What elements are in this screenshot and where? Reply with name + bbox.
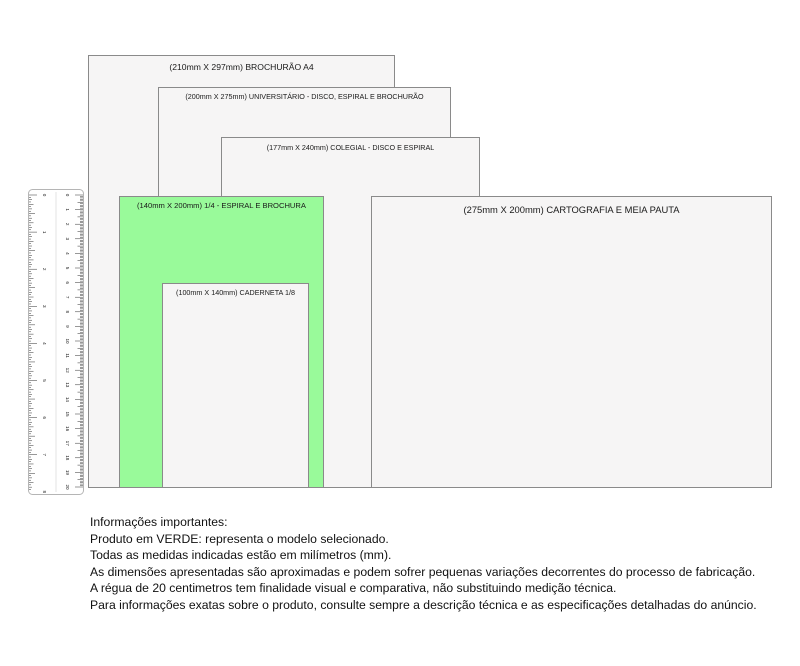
notes-block [90, 514, 790, 614]
sheet-colegial-label: (177mm X 240mm) COLEGIAL - DISCO E ESPIRAL [266, 143, 435, 152]
ruler-cm-label: 1 [65, 208, 70, 211]
ruler-cm-label: 20 [65, 484, 70, 490]
sheet-caderneta [162, 283, 309, 488]
sheet-a4-label: (210mm X 297mm) BROCHURÃO A4 [169, 62, 314, 72]
sheet-universitario-label: (200mm X 275mm) UNIVERSITÁRIO - DISCO, ESPIRAL E BROCHURÃO [185, 92, 424, 101]
ruler-inch-label: 6 [42, 416, 47, 419]
ruler-cm-label: 12 [65, 367, 70, 373]
ruler-cm-label: 9 [65, 325, 70, 328]
sheet-caderneta-label: (100mm X 140mm) CADERNETA 1/8 [176, 288, 295, 297]
ruler [28, 189, 84, 495]
ruler-cm-label: 2 [65, 222, 70, 226]
ruler-inch-label: 0 [42, 193, 47, 197]
sheet-cartografia-label: (275mm X 200mm) CARTOGRAFIA E MEIA PAUTA [463, 204, 680, 215]
ruler-cm-label: 10 [65, 338, 70, 344]
ruler-cm-label: 5 [65, 266, 70, 270]
ruler-inch-label: 3 [42, 305, 47, 308]
notes-line: A régua de 20 centimetros tem finalidade visual e comparativa, não substituindo medição técnica. [90, 581, 617, 596]
ruler-cm-label: 15 [65, 411, 70, 417]
ruler-cm-label: 6 [65, 281, 70, 284]
ruler-inch-label: 7 [42, 453, 47, 456]
notes-heading: Informações importantes: [90, 515, 228, 529]
ruler-inch-label: 8 [42, 490, 47, 494]
notes-line: Para informações exatas sobre o produto, consulte sempre a descrição técnica e as especificações detalhadas do anúncio. [90, 597, 757, 612]
ruler-cm-label: 13 [65, 382, 70, 388]
sheet-quarter-label: (140mm X 200mm) 1/4 - ESPIRAL E BROCHURA [137, 201, 306, 210]
ruler-inch-label: 1 [42, 230, 47, 234]
ruler-cm-label: 3 [65, 237, 70, 241]
notes-line: Todas as medidas indicadas estão em milímetros (mm). [90, 548, 392, 563]
ruler-cm-label: 8 [65, 310, 70, 314]
ruler-inch-label: 2 [42, 267, 47, 271]
ruler-cm-label: 4 [65, 252, 70, 255]
ruler-cm-label: 7 [65, 295, 70, 299]
ruler-inch-label: 5 [42, 379, 47, 382]
ruler-cm-label: 16 [65, 426, 70, 432]
ruler-inch-label: 4 [42, 342, 47, 345]
ruler-cm-label: 0 [65, 193, 70, 197]
sheet-cartografia [371, 196, 772, 488]
notes-line: As dimensões apresentadas são aproximadas e podem sofrer pequenas variações decorrentes do processo de fabricação. [90, 564, 756, 579]
ruler-cm-label: 18 [65, 455, 70, 461]
ruler-cm-label: 19 [65, 469, 70, 475]
ruler-cm-label: 11 [65, 353, 70, 358]
ruler-cm-label: 17 [65, 440, 70, 446]
ruler-cm-label: 14 [65, 396, 70, 402]
notes-line: Produto em VERDE: representa o modelo selecionado. [90, 531, 389, 546]
